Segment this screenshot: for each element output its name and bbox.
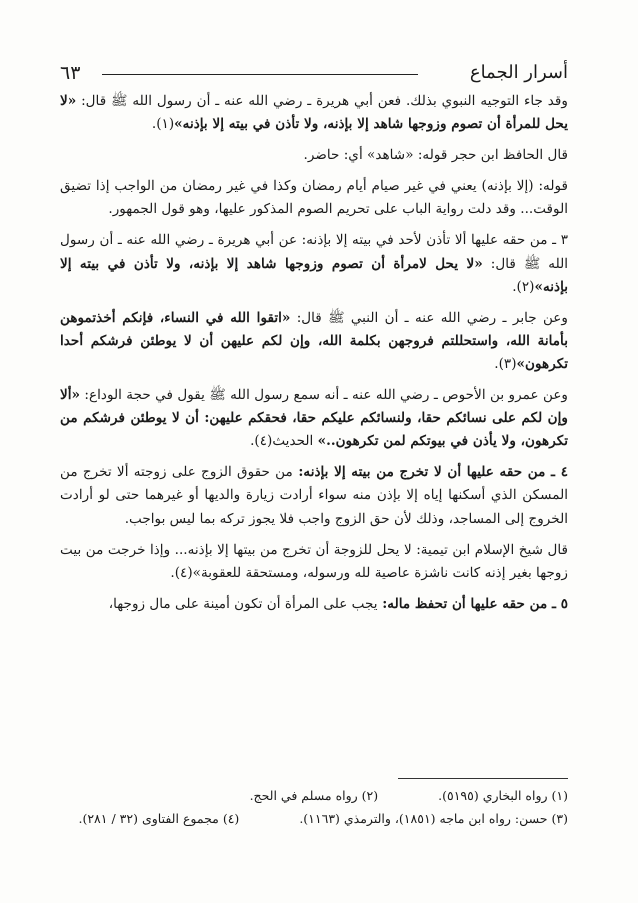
bold-text: «ألا وإن لكم على نسائكم حقا، ولنسائكم عليكم حقا، فحقكم عليهن: أن لا يوطئن فرشكم من تكرهون، ولا يأذن في بيوتكم لمن تكرهون..» xyxy=(60,387,568,450)
footnote-rule xyxy=(398,778,568,779)
footnote-4: (٤) مجموع الفتاوى (٣٢ / ٢٨١). xyxy=(78,811,240,826)
text-run: يجب على المرأة أن تكون أمينة على مال زوجها، xyxy=(108,595,378,612)
text-run: (١). xyxy=(151,116,175,133)
footnote-2: (٢) رواه مسلم في الحج. xyxy=(249,788,379,803)
footnote-3: (٣) حسن: رواه ابن ماجه (١٨٥١)، والترمذي (١١٦٣). xyxy=(299,811,568,826)
footnote-row xyxy=(60,807,568,830)
text-run: قال الحافظ ابن حجر قوله: «شاهد» أي: حاضر. xyxy=(303,147,568,164)
paragraph xyxy=(60,461,568,530)
paragraph xyxy=(60,593,568,616)
footnote-row xyxy=(60,784,568,807)
running-title: أسرار الجماع xyxy=(469,62,568,83)
footnotes xyxy=(60,784,568,830)
text-run: (٣). xyxy=(494,355,517,372)
paragraph xyxy=(60,175,568,221)
body-text xyxy=(60,90,568,624)
text-run: (٢). xyxy=(512,278,535,295)
text-run: الحديث(٤). xyxy=(250,433,318,450)
bold-text: «لا يحل لامرأة أن تصوم وزوجها شاهد إلا بإذنه، ولا تأذن في بيته إلا بإذنه» xyxy=(60,255,568,295)
paragraph xyxy=(60,144,568,167)
bold-text: ٤ ـ من حقه عليها أن لا تخرج من بيته إلا بإذنه: xyxy=(292,464,568,481)
bold-text: «اتقوا الله في النساء، فإنكم أخذتموهن بأمانة الله، واستحللتم فروجهن بكلمة الله، وإن لكم عليهن أن لا يوطئن فرشكم أحدا تكرهون» xyxy=(60,309,568,372)
paragraph xyxy=(60,307,568,376)
text-run: من حقوق الزوج على زوجته ألا تخرج من المسكن الذي أسكنها إياه إلا بإذن منه سواء أرادت زيارة والديها أو غيرهما حتى لو أرادت الخروج إلى المساجد، وذلك لأن حق الزوج واجب فلا يجوز تركه بما ليس بواجب. xyxy=(60,464,568,527)
text-run: وقد جاء التوجيه النبوي بذلك. فعن أبي هريرة ـ رضي الله عنه ـ أن رسول الله ﷺ قال: xyxy=(76,93,568,109)
paragraph xyxy=(60,539,568,585)
page-header xyxy=(60,62,568,86)
text-run: وعن جابر ـ رضي الله عنه ـ أن النبي ﷺ قال: xyxy=(290,309,568,326)
text-run: قوله: (إلا بإذنه) يعني في غير صيام أيام رمضان وكذا في غير رمضان من الواجب إذا تضيق الوقت... وقد دلت رواية الباب على تحريم الصوم المذكور عليها، وهو قول الجمهور. xyxy=(60,178,568,218)
paragraph xyxy=(60,384,568,453)
paragraph xyxy=(60,229,568,298)
page-number: ٦٣ xyxy=(60,62,81,84)
text-run: وعن عمرو بن الأحوص ـ رضي الله عنه ـ أنه سمع رسول الله ﷺ يقول في حجة الوداع: xyxy=(80,387,568,404)
bold-text: ٥ ـ من حقه عليها أن تحفظ ماله: xyxy=(377,595,568,612)
footnote-1: (١) رواه البخاري (٥١٩٥). xyxy=(438,788,568,803)
bold-text: «لا يحل للمرأة أن تصوم وزوجها شاهد إلا بإذنه، ولا تأذن في بيته إلا بإذنه» xyxy=(60,93,568,133)
text-run: قال شيخ الإسلام ابن تيمية: لا يحل للزوجة أن تخرج من بيتها إلا بإذنه... وإذا خرجت من بيت زوجها بغير إذنه كانت ناشزة عاصية لله ورسوله، ومستحقة للعقوبة»(٤). xyxy=(60,541,568,581)
text-run: ٣ ـ من حقه عليها ألا تأذن لأحد في بيته إلا بإذنه: عن أبي هريرة ـ رضي الله عنه ـ أن رسول الله ﷺ قال: xyxy=(60,232,568,272)
header-rule xyxy=(102,74,418,75)
paragraph xyxy=(60,90,568,136)
